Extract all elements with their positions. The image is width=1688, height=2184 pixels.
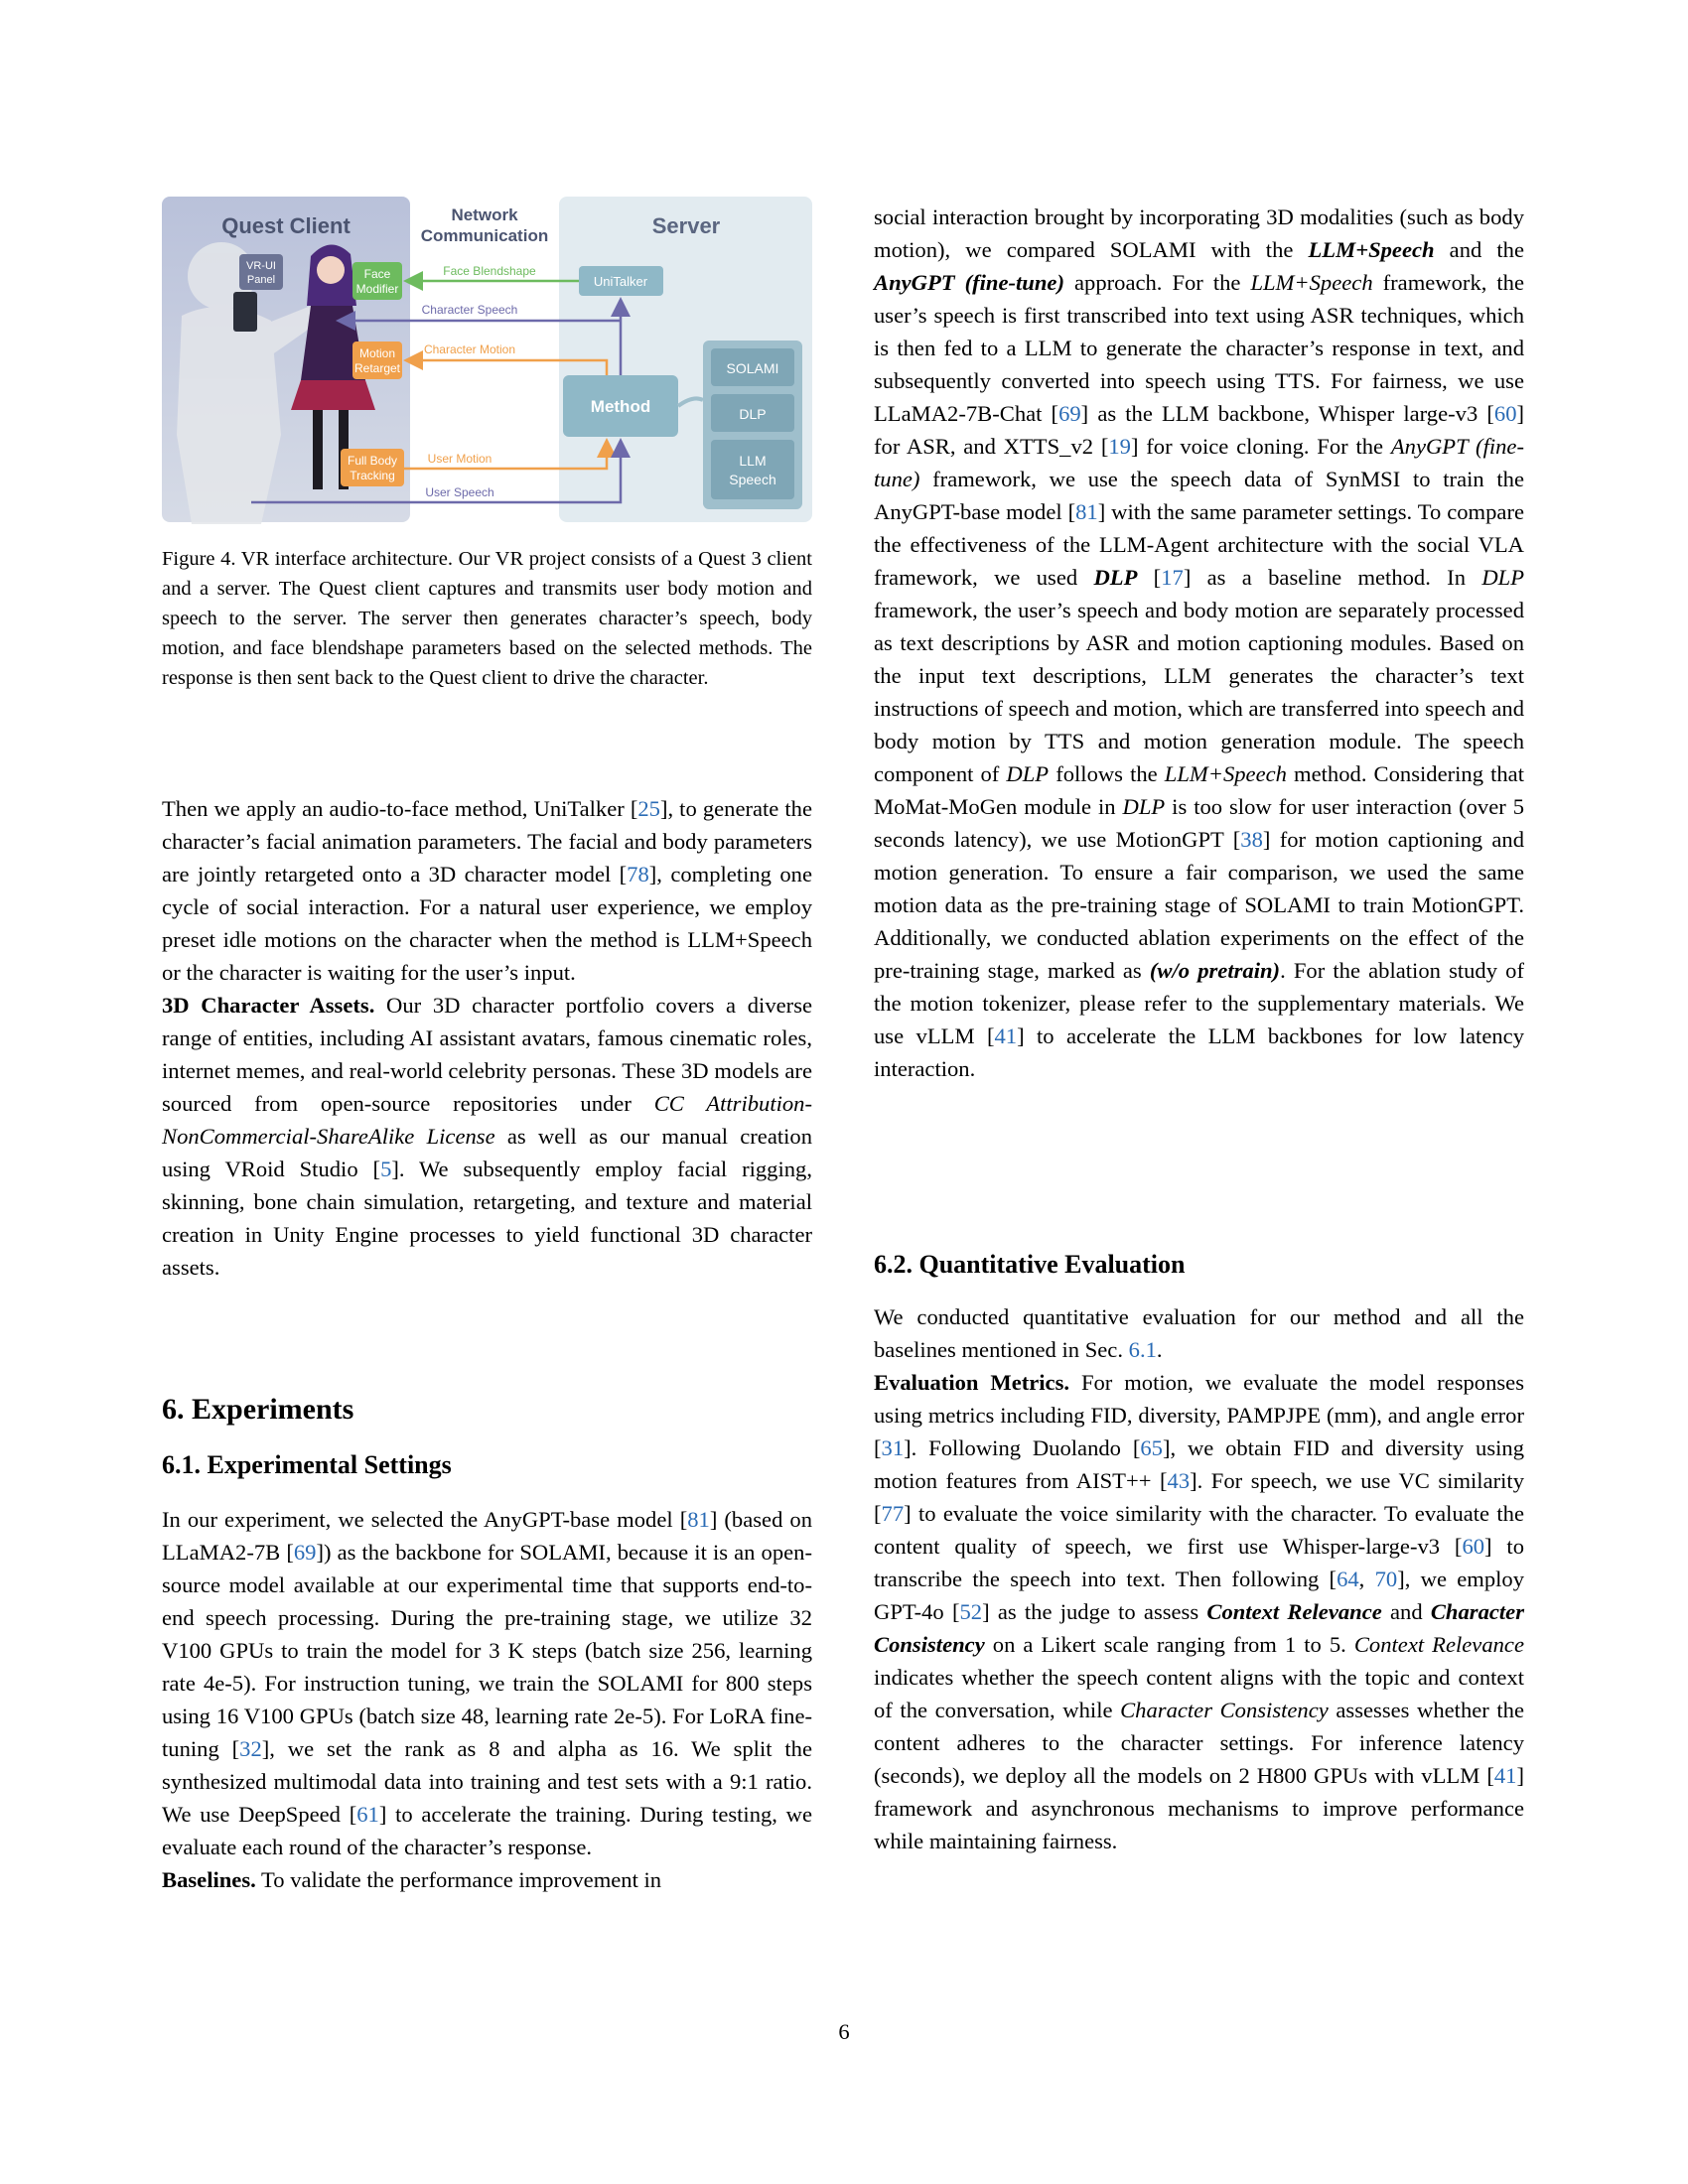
citation[interactable]: 41 [994,1024,1018,1048]
architecture-diagram [162,197,812,524]
svg-text:UniTalker: UniTalker [593,274,648,289]
character-motion-label: Character Motion [423,342,516,356]
run-in-heading: Baselines. [162,1867,256,1892]
section-link[interactable]: 6.1 [1128,1337,1157,1362]
citation[interactable]: 81 [687,1507,710,1532]
citation[interactable]: 52 [959,1599,983,1624]
phone-icon [233,292,257,332]
subsection-heading-settings: 6.1. Experimental Settings [162,1450,452,1479]
svg-text:Retarget: Retarget [353,361,401,375]
citation[interactable]: 38 [1240,827,1263,852]
citation[interactable]: 78 [627,862,649,887]
citation[interactable]: 43 [1167,1468,1191,1493]
llm-speech-box [711,440,794,499]
svg-text:LLM: LLM [739,453,767,469]
svg-text:DLP: DLP [739,406,767,422]
run-in-heading: Evaluation Metrics. [874,1370,1070,1395]
citation[interactable]: 61 [356,1802,379,1827]
citation[interactable]: 19 [1108,434,1131,459]
server-title: Server [651,213,721,238]
citation[interactable]: 81 [1075,499,1098,524]
citation[interactable]: 69 [293,1540,317,1565]
figure-4 [162,197,812,524]
left-paragraph-2: 3D Character Assets. Our 3D character portfolio covers a diverse range of entities, including AI assistant avatars, famous cinematic roles, internet memes, and real-world celebrity personas. These 3D models are sourced from open-source repositories under CC Attribution-NonCommercial-ShareAlike License as well as our manual creation using VRoid Studio [5]. We subsequently employ facial rigging, skinning, bone chain simulation, retargeting, and texture and material creation in Unity Engine processes to yield functional 3D character assets. [162,993,813,1280]
right-paragraph-2: We conducted quantitative evaluation for our method and all the baselines mentioned in Sec. 6.1. [874,1304,1524,1362]
citation[interactable]: 60 [1462,1534,1485,1559]
svg-text:Full Body: Full Body [347,454,398,468]
citation[interactable]: 64 [1336,1567,1359,1591]
character-speech-label: Character Speech [421,303,518,317]
right-paragraph-3: Evaluation Metrics. For motion, we evaluate the model responses using metrics including FID, diversity, PAMPJPE (mm), and angle error [31]. Following Duolando [65], we obtain FID and diversity using motion features from AIST++ [43]. For speech, we use VC similarity [77] to evaluate the voice similarity with the character. To evaluate the content quality of speech, we first use Whisper-large-v3 [60] to transcribe the speech into text. Then following [64, 70], we employ GPT-4o [52] as the judge to assess Context Relevance and Character Consistency on a Likert scale ranging from 1 to 5. Context Relevance indicates whether the speech content aligns with the topic and context of the conversation, while Character Consistency assesses whether the content adheres to the character settings. For inference latency (seconds), we deploy all the models on 2 H800 GPUs with vLLM [41] framework and asynchronous mechanisms to improve performance while maintaining fairness. [874,1370,1525,1853]
citation[interactable]: 70 [1374,1567,1398,1591]
svg-text:Motion: Motion [358,346,396,360]
svg-text:Panel: Panel [246,274,276,286]
citation[interactable]: 65 [1140,1435,1163,1460]
svg-text:Modifier: Modifier [355,282,399,296]
citation[interactable]: 17 [1161,565,1184,590]
citation[interactable]: 69 [1058,401,1081,426]
figure-caption: Figure 4. VR interface architecture. Our VR project consists of a Quest 3 client and a server. The Quest client captures and transmits user body motion and speech to the server. The server then generates character’s speech, body motion, and face blendshape parameters based on the selected methods. The response is then sent back to the Quest client to drive the character. [162,548,812,689]
citation[interactable]: 41 [1493,1763,1517,1788]
subsection-heading-quantitative: 6.2. Quantitative Evaluation [874,1250,1186,1279]
svg-text:SOLAMI: SOLAMI [726,360,779,376]
citation[interactable]: 60 [1493,401,1517,426]
client-title: Quest Client [221,213,351,238]
svg-text:VR-UI: VR-UI [246,260,276,272]
network-title-2: Communication [420,226,549,245]
svg-text:Face: Face [363,267,391,281]
user-speech-label: User Speech [425,485,494,499]
citation[interactable]: 5 [380,1157,392,1181]
citation[interactable]: 32 [239,1736,262,1761]
citation[interactable]: 25 [637,796,660,821]
left-paragraph-3: In our experiment, we selected the AnyGPT-base model [81] (based on LLaMA2-7B [69]) as the backbone for SOLAMI, because it is an open-source model available at our experimental time that supports end-to-end speech processing. During the pre-training stage, we utilize 32 V100 GPUs to train the model for 3 K steps (batch size 256, learning rate 4e-5). For instruction tuning, we train the SOLAMI for 800 steps using 16 V100 GPUs (batch size 48, learning rate 2e-5). For LoRA fine-tuning [32], we set the rank as 8 and alpha as 16. We split the synthesized multimodal data into training and test sets with a 9:1 ratio. We use DeepSpeed [61] to accelerate the training. During testing, we evaluate each round of the character’s response. [162,1507,813,1859]
network-title-1: Network [451,205,518,224]
user-motion-label: User Motion [427,452,492,466]
face-blendshape-label: Face Blendshape [443,264,536,278]
svg-text:Speech: Speech [729,472,776,487]
run-in-heading: 3D Character Assets. [162,993,375,1018]
section-heading-experiments: 6. Experiments [162,1393,354,1426]
citation[interactable]: 31 [881,1435,905,1460]
page-number: 6 [838,2019,850,2044]
left-paragraph-1: Then we apply an audio-to-face method, UniTalker [25], to generate the character’s facial animation parameters. The facial and body parameters are jointly retargeted onto a 3D character model [78], completing one cycle of social interaction. For a natural user experience, we employ preset idle motions on the character when the method is LLM+Speech or the character is waiting for the user’s input. [162,796,812,985]
svg-text:Tracking: Tracking [350,469,395,482]
citation[interactable]: 77 [881,1501,905,1526]
svg-text:Method: Method [590,397,651,416]
right-paragraph-1: social interaction brought by incorporating 3D modalities (such as body motion), we compared SOLAMI with the LLM+Speech and the AnyGPT (fine-tune) approach. For the LLM+Speech framework, the user’s speech is first transcribed into text using ASR techniques, which is then fed to a LLM to generate the character’s response in text, and subsequently converted into speech using TTS. For fairness, we use LLaMA2-7B-Chat [69] as the LLM backbone, Whisper large-v3 [60] for ASR, and XTTS_v2 [19] for voice cloning. For the AnyGPT (fine-tune) framework, we use the speech data of SynMSI to train the AnyGPT-base model [81] with the same parameter settings. To compare the effectiveness of the LLM-Agent architecture with the social VLA framework, we used DLP [17] as a baseline method. In DLP framework, the user’s speech and body motion are separately processed as text descriptions by ASR and motion captioning modules. Based on the input text descriptions, LLM generates the character’s text instructions of speech and motion, which are transferred into speech and body motion by TTS and motion generation module. The speech component of DLP follows the LLM+Speech method. Considering that MoMat-MoGen module in DLP is too slow for user interaction (over 5 seconds latency), we use MotionGPT [38] for motion captioning and motion generation. To ensure a fair comparison, we used the same motion data as the pre-training stage of SOLAMI to train MotionGPT. Additionally, we conducted ablation experiments on the effect of the pre-training stage, marked as (w/o pretrain). For the ablation study of the motion tokenizer, please refer to the supplementary materials. We use vLLM [41] to accelerate the LLM backbones for low latency interaction. [874,205,1525,1081]
left-paragraph-4: Baselines. To validate the performance improvement in [162,1867,662,1892]
